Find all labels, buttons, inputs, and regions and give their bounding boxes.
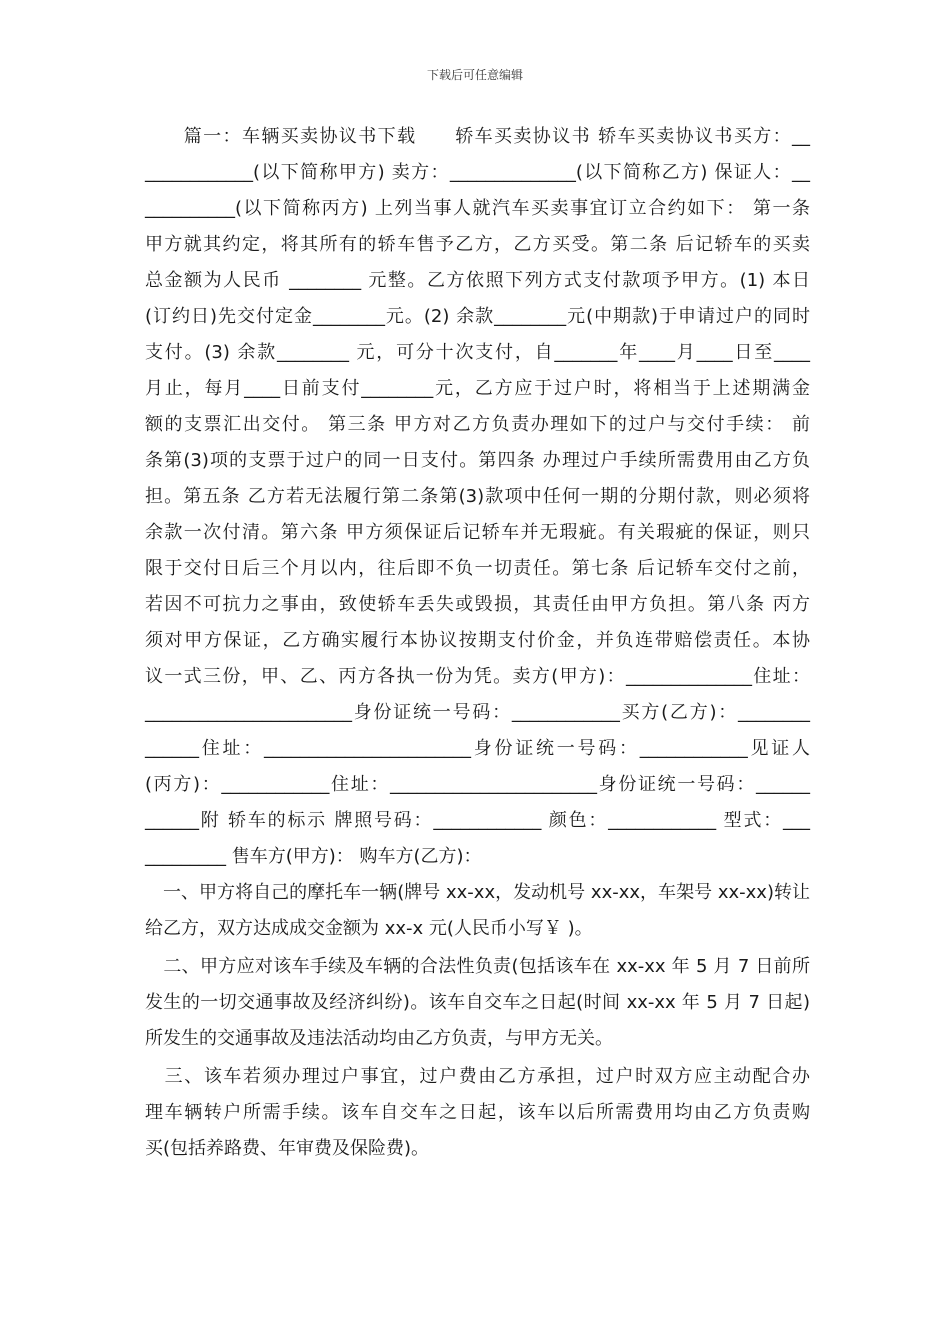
- text-line: 限于交付日后三个月以内，往后即不负一切责任。第七条 后记轿车交付之前，: [145, 558, 810, 579]
- text-line: 条第(3)项的支票于过户的同一日支付。第四条 办理过户手续所需费用由乙方负: [145, 450, 810, 471]
- text-line: 篇一：车辆买卖协议书下载 轿车买卖协议书 轿车买卖协议书买方：__: [145, 126, 810, 147]
- text-line: (订约日)先交付定金________元。(2) 余款________元(中期款)于申请过户的同时: [145, 306, 810, 327]
- text-line: 额的支票汇出交付。 第三条 甲方对乙方负责办理如下的过户与交付手续： 前: [145, 414, 810, 435]
- text-line: 理车辆转户所需手续。该车自交车之日起，该车以后所需费用均由乙方负责购: [145, 1102, 810, 1123]
- text-line: 须对甲方保证，乙方确实履行本协议按期支付价金，并负连带赔偿责任。本协: [145, 630, 810, 651]
- text-line: 若因不可抗力之事由，致使轿车丢失或毁损，其责任由甲方负担。第八条 丙方: [145, 594, 810, 615]
- text-line: 三、该车若须办理过户事宜，过户费由乙方承担，过户时双方应主动配合办: [145, 1066, 810, 1087]
- text-line: ______住址：_______________________身份证统一号码：____________见证人: [145, 738, 810, 759]
- page-header: 下载后可任意编辑: [426, 68, 523, 82]
- text-line: 发生的一切交通事故及经济纠纷)。该车自交车之日起(时间 xx-xx 年 5 月 7 日起): [145, 992, 810, 1013]
- text-line: 给乙方，双方达成成交金额为 xx-x 元(人民币小写￥ )。: [145, 918, 593, 939]
- text-line: ____________(以下简称甲方) 卖方：______________(以下简称乙方) 保证人：__: [145, 162, 810, 183]
- text-line: 买(包括养路费、年审费及保险费)。: [145, 1138, 430, 1159]
- text-line: __________(以下简称丙方) 上列当事人就汽车买卖事宜订立合约如下： 第一条: [145, 198, 810, 219]
- text-line: _______________________身份证统一号码：____________买方(乙方)：________: [145, 702, 810, 723]
- text-line: 总金额为人民币 ________ 元整。乙方依照下列方式支付款项予甲方。(1) 本日: [145, 270, 810, 291]
- text-line: 月止，每月____日前支付________元，乙方应于过户时，将相当于上述期满金: [145, 378, 810, 399]
- text-line: 余款一次付清。第六条 甲方须保证后记轿车并无瑕疵。有关瑕疵的保证，则只: [145, 522, 810, 543]
- text-line: 所发生的交通事故及违法活动均由乙方负责，与甲方无关。: [145, 1028, 613, 1049]
- text-line: 甲方就其约定，将其所有的轿车售予乙方，乙方买受。第二条 后记轿车的买卖: [145, 234, 810, 255]
- text-line: 担。第五条 乙方若无法履行第二条第(3)款项中任何一期的分期付款，则必须将: [145, 486, 810, 507]
- text-line: _________ 售车方(甲方)： 购车方(乙方)：: [145, 846, 482, 867]
- text-line: ______附 轿车的标示 牌照号码：____________ 颜色：____________ 型式：___: [145, 810, 810, 831]
- text-line: 一、甲方将自己的摩托车一辆(牌号 xx-xx，发动机号 xx-xx，车架号 xx-xx)转让: [145, 882, 810, 903]
- text-line: (丙方)：____________住址：_______________________身份证统一号码：______: [145, 774, 810, 795]
- text-line: 支付。(3) 余款________ 元，可分十次支付，自_______年____月____日至____: [145, 342, 810, 363]
- text-line: 二、甲方应对该车手续及车辆的合法性负责(包括该车在 xx-xx 年 5 月 7 日前所: [145, 956, 810, 977]
- text-line: 议一式三份，甲、乙、丙方各执一份为凭。卖方(甲方)：______________住址：: [145, 666, 810, 687]
